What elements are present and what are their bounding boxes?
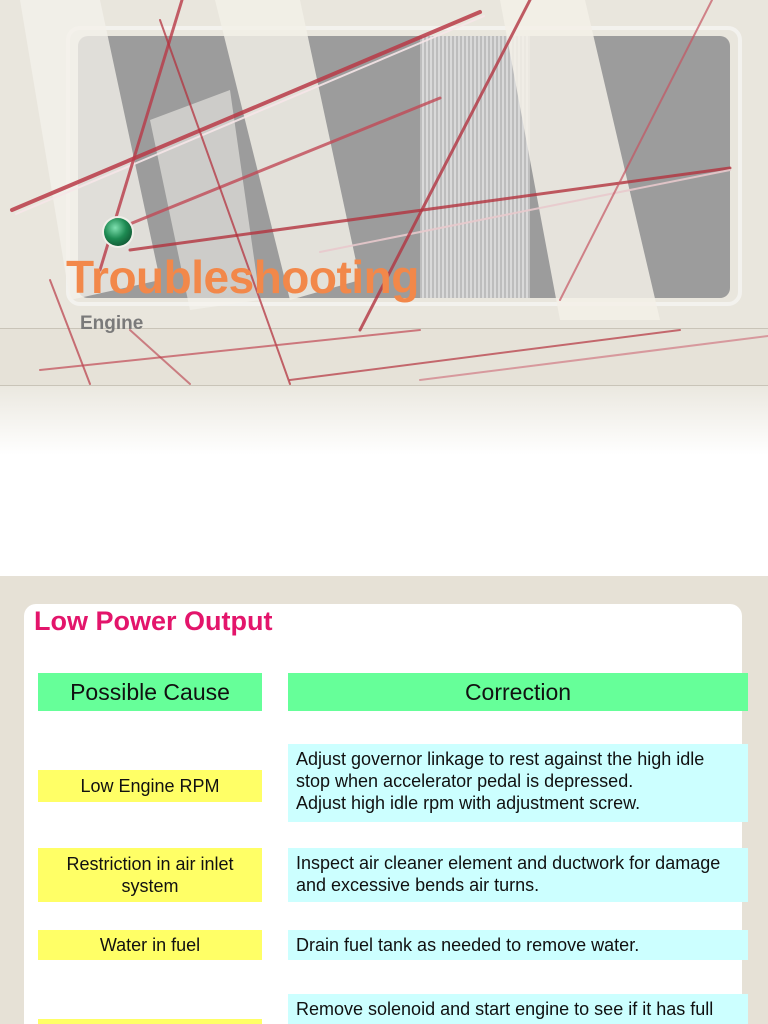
cause-cell: Low Engine RPM [38, 770, 262, 802]
correction-cell [288, 994, 748, 1024]
header-possible-cause: Possible Cause [38, 673, 262, 711]
accent-line [420, 336, 768, 380]
correction-line: Adjust governor linkage to rest against the high idle stop when accelerator pedal is depressed. [296, 749, 705, 791]
slide-subtitle: Engine [80, 313, 144, 334]
green-bullet-orb [104, 218, 132, 246]
correction-line: Drain fuel tank as needed to remove water. [296, 935, 640, 955]
header-correction: Correction [288, 673, 748, 711]
cause-cell: Restriction in air inlet system [38, 848, 262, 902]
cause-cell [38, 1019, 262, 1024]
correction-line: Adjust high idle rpm with adjustment screw. [296, 793, 641, 813]
correction-cell [288, 930, 748, 960]
accent-line [320, 170, 730, 252]
troubleshooting-table-slide [0, 576, 768, 1024]
title-slide [0, 0, 768, 455]
accent-line [130, 330, 190, 384]
slide-title: Troubleshooting [66, 251, 419, 303]
sail-shape [500, 0, 660, 320]
cause-cell: Water in fuel [38, 930, 262, 960]
correction-cell [288, 744, 748, 822]
section-title: Low Power Output [34, 606, 273, 636]
correction-cell [288, 848, 748, 902]
accent-line [40, 330, 420, 370]
correction-line: Remove solenoid and start engine to see if it has full [296, 999, 714, 1019]
correction-line: Inspect air cleaner element and ductwork for damage and excessive bends air turns. [296, 853, 721, 895]
